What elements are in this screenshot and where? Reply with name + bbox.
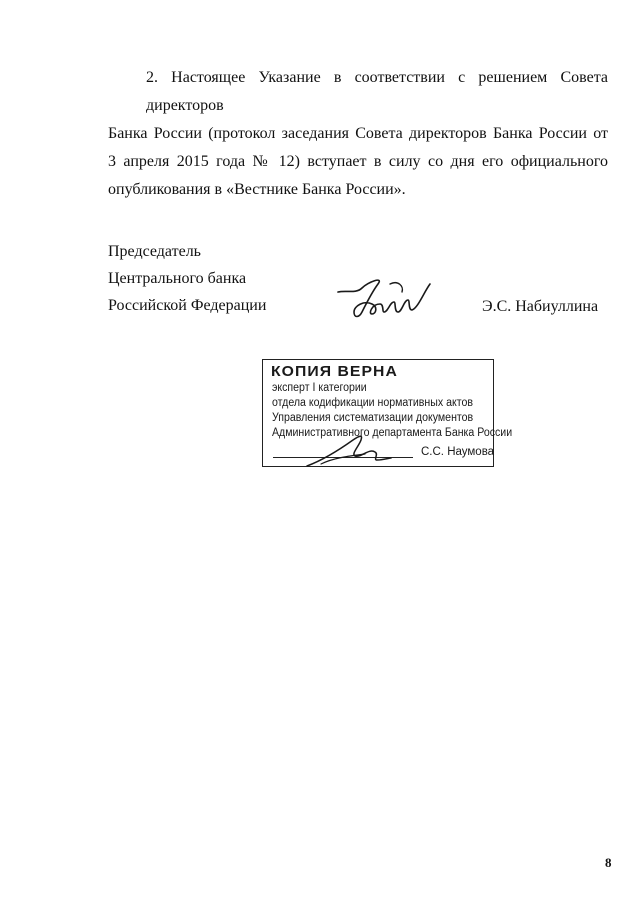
stamp-line: отдела кодификации нормативных актов [272,397,473,409]
page-number: 8 [605,855,612,870]
paragraph-line: Банка России (протокол заседания Совета директоров Банка России от [108,125,608,142]
signatory-title-line: Российской Федерации [108,297,267,314]
signatory-title [108,238,266,319]
stamp-title: КОПИЯ ВЕРНА [271,363,398,380]
body-paragraph [108,64,608,204]
signatory-name: Э.С. Набиуллина [482,298,599,315]
paragraph-line: опубликования в «Вестнике Банка России». [108,181,406,198]
stamp-line: эксперт I категории [272,382,367,394]
paragraph-line: 2. Настоящее Указание в соответствии с решением Совета директоров [146,69,608,114]
paragraph-line: 3 апреля 2015 года № 12) вступает в силу со дня его официального [108,153,608,170]
signatory-title-line: Председатель [108,243,201,260]
stamp-signature [303,430,393,470]
stamp-line: Административного департамента Банка России [272,427,513,439]
stamp-line: Управления систематизации документов [272,412,474,424]
stamp-signer-name: С.С. Наумова [421,446,495,458]
signatory-title-line: Центрального банка [108,270,247,287]
handwritten-signature [332,270,442,325]
copy-certified-stamp [262,359,513,467]
